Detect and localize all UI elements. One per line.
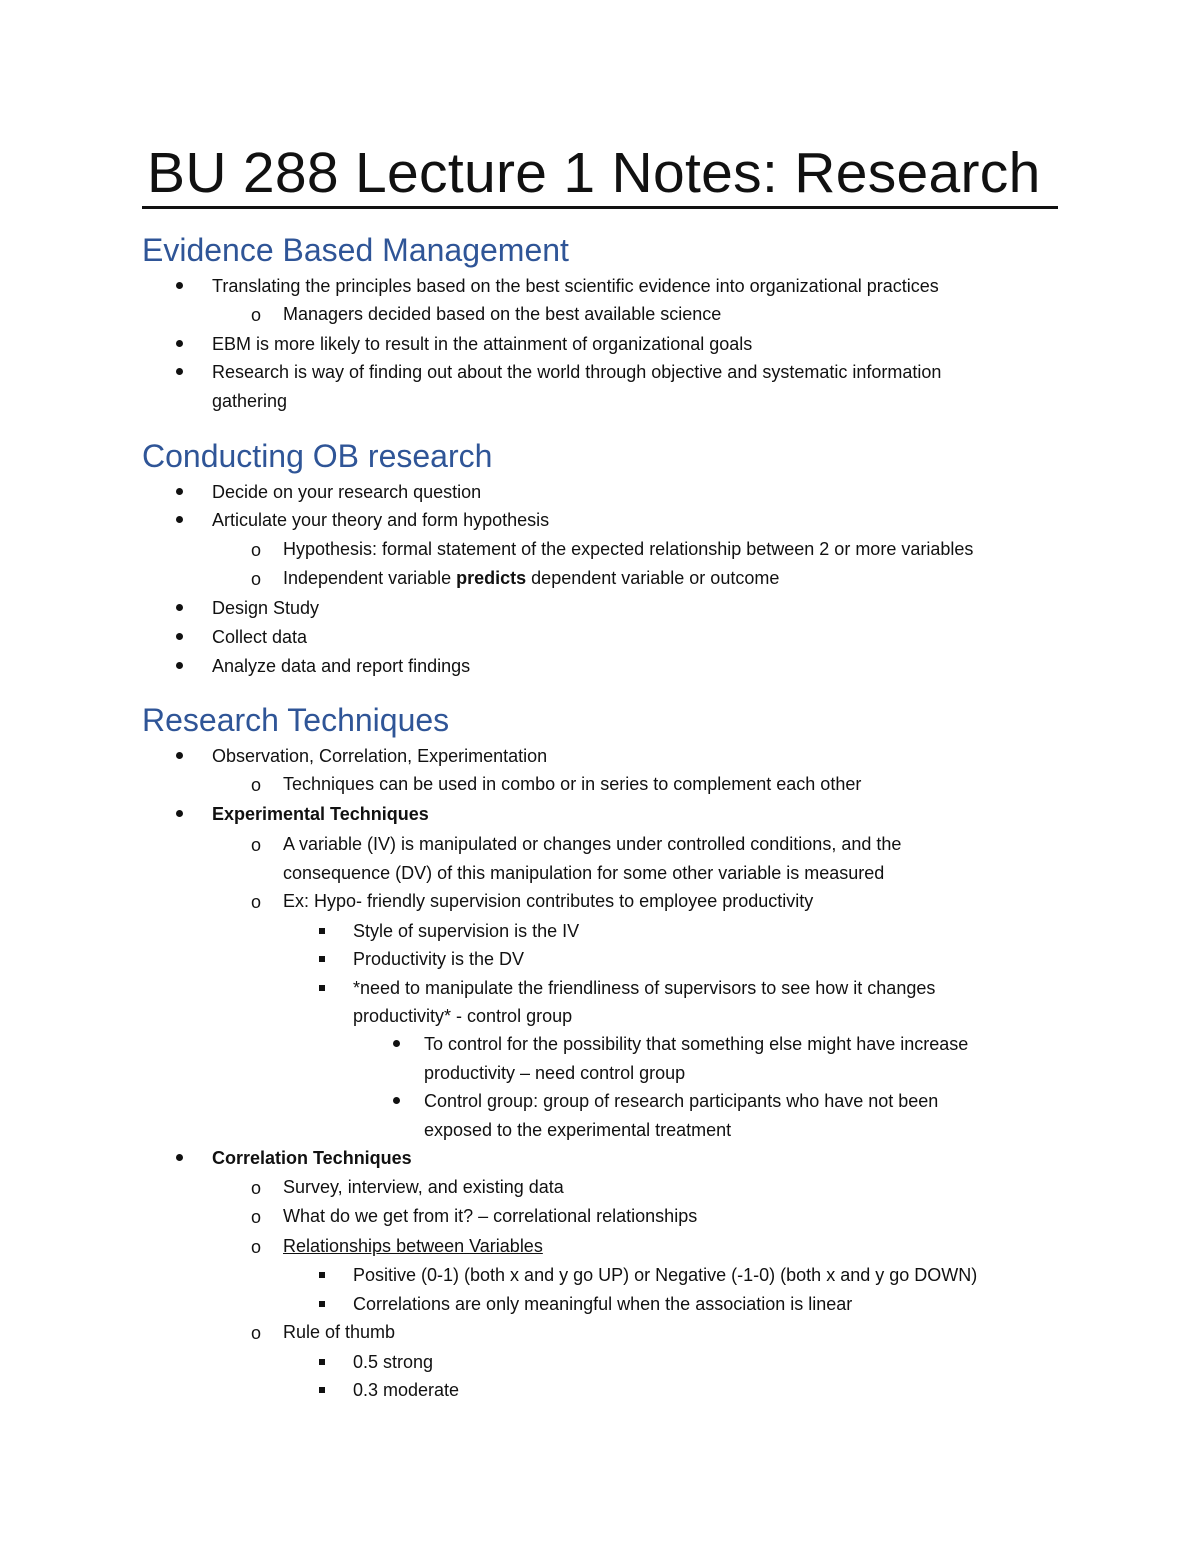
list-item: What do we get from it? – correlational relationships: [283, 1206, 698, 1226]
list-item: Analyze data and report findings: [212, 656, 471, 676]
bullet-circle-icon: o: [251, 1237, 262, 1257]
list-item-text: dependent variable or outcome: [526, 568, 780, 588]
bullet-square-icon: [319, 1301, 325, 1307]
bullet-dot-icon: [176, 752, 183, 759]
list-item: Survey, interview, and existing data: [283, 1177, 564, 1197]
bullet-square-icon: [319, 985, 325, 991]
list-item: To control for the possibility that something else might have increase: [424, 1034, 969, 1054]
list-item: 0.3 moderate: [353, 1380, 460, 1400]
list-item: Hypothesis: formal statement of the expected relationship between 2 or more variables: [283, 539, 974, 559]
list-item: A variable (IV) is manipulated or changes under controlled conditions, and the: [283, 834, 902, 854]
list-item: Managers decided based on the best available science: [283, 304, 722, 324]
bullet-dot-icon: [176, 282, 183, 289]
list-item: Ex: Hypo- friendly supervision contributes to employee productivity: [283, 891, 814, 911]
list-item: *need to manipulate the friendliness of supervisors to see how it changes: [353, 978, 936, 998]
heading-conducting-ob-research: Conducting OB research: [142, 438, 493, 474]
list-item: Research is way of finding out about the world through objective and systematic information: [212, 362, 942, 382]
list-item-continuation: consequence (DV) of this manipulation for some other variable is measured: [283, 863, 885, 883]
list-item-continuation: exposed to the experimental treatment: [424, 1120, 732, 1140]
bullet-dot-icon: [176, 516, 183, 523]
list-item: 0.5 strong: [353, 1352, 434, 1372]
bullet-circle-icon: o: [251, 569, 262, 589]
list-item: [283, 567, 779, 589]
heading-research-techniques: Research Techniques: [142, 702, 450, 738]
list-item: Style of supervision is the IV: [353, 921, 580, 941]
list-item: EBM is more likely to result in the attainment of organizational goals: [212, 334, 753, 354]
bullet-square-icon: [319, 1272, 325, 1278]
list-item: Translating the principles based on the best scientific evidence into organizational practices: [212, 276, 939, 296]
list-item: Positive (0-1) (both x and y go UP) or Negative (-1-0) (both x and y go DOWN): [353, 1265, 978, 1285]
bullet-dot-icon: [176, 488, 183, 495]
title-underline: [142, 206, 1058, 209]
list-item-continuation: productivity* - control group: [353, 1006, 573, 1026]
list-item: Observation, Correlation, Experimentation: [212, 746, 548, 766]
bullet-square-icon: [319, 928, 325, 934]
bullet-dot-icon: [176, 340, 183, 347]
list-item: Articulate your theory and form hypothesis: [212, 510, 550, 530]
list-item: Control group: group of research participants who have not been: [424, 1091, 939, 1111]
bullet-dot-icon: [176, 662, 183, 669]
list-item-continuation: productivity – need control group: [424, 1063, 686, 1083]
list-item: Design Study: [212, 598, 320, 618]
bullet-circle-icon: o: [251, 1323, 262, 1343]
list-item-bold: Correlation Techniques: [212, 1148, 412, 1168]
bullet-dot-icon: [176, 810, 183, 817]
list-item: Productivity is the DV: [353, 949, 525, 969]
bullet-dot-icon: [176, 633, 183, 640]
bullet-dot-icon: [393, 1097, 400, 1104]
list-item-underlined: [283, 1235, 543, 1257]
list-item: Decide on your research question: [212, 482, 482, 502]
bullet-circle-icon: o: [251, 775, 262, 795]
bullet-square-icon: [319, 1359, 325, 1365]
list-item-bold: Experimental Techniques: [212, 804, 429, 824]
bullet-circle-icon: o: [251, 835, 262, 855]
list-item: Correlations are only meaningful when the association is linear: [353, 1294, 853, 1314]
bullet-circle-icon: o: [251, 892, 262, 912]
bullet-dot-icon: [393, 1040, 400, 1047]
list-item-bold-text: predicts: [456, 568, 527, 588]
bullet-square-icon: [319, 1387, 325, 1393]
document-title: BU 288 Lecture 1 Notes: Research: [147, 141, 1041, 205]
bullet-circle-icon: o: [251, 1207, 262, 1227]
bullet-dot-icon: [176, 604, 183, 611]
bullet-circle-icon: o: [251, 305, 262, 325]
heading-evidence-based-management: Evidence Based Management: [142, 232, 569, 268]
list-item: Techniques can be used in combo or in series to complement each other: [283, 774, 862, 794]
bullet-square-icon: [319, 956, 325, 962]
list-item: Collect data: [212, 627, 308, 647]
list-item: Rule of thumb: [283, 1322, 396, 1342]
bullet-circle-icon: o: [251, 1178, 262, 1198]
bullet-dot-icon: [176, 1154, 183, 1161]
list-item-continuation: gathering: [212, 391, 288, 411]
underlined-text: Relationships between Variables: [283, 1236, 543, 1256]
bullet-circle-icon: o: [251, 540, 262, 560]
list-item-text: Independent variable: [283, 568, 457, 588]
bullet-dot-icon: [176, 368, 183, 375]
